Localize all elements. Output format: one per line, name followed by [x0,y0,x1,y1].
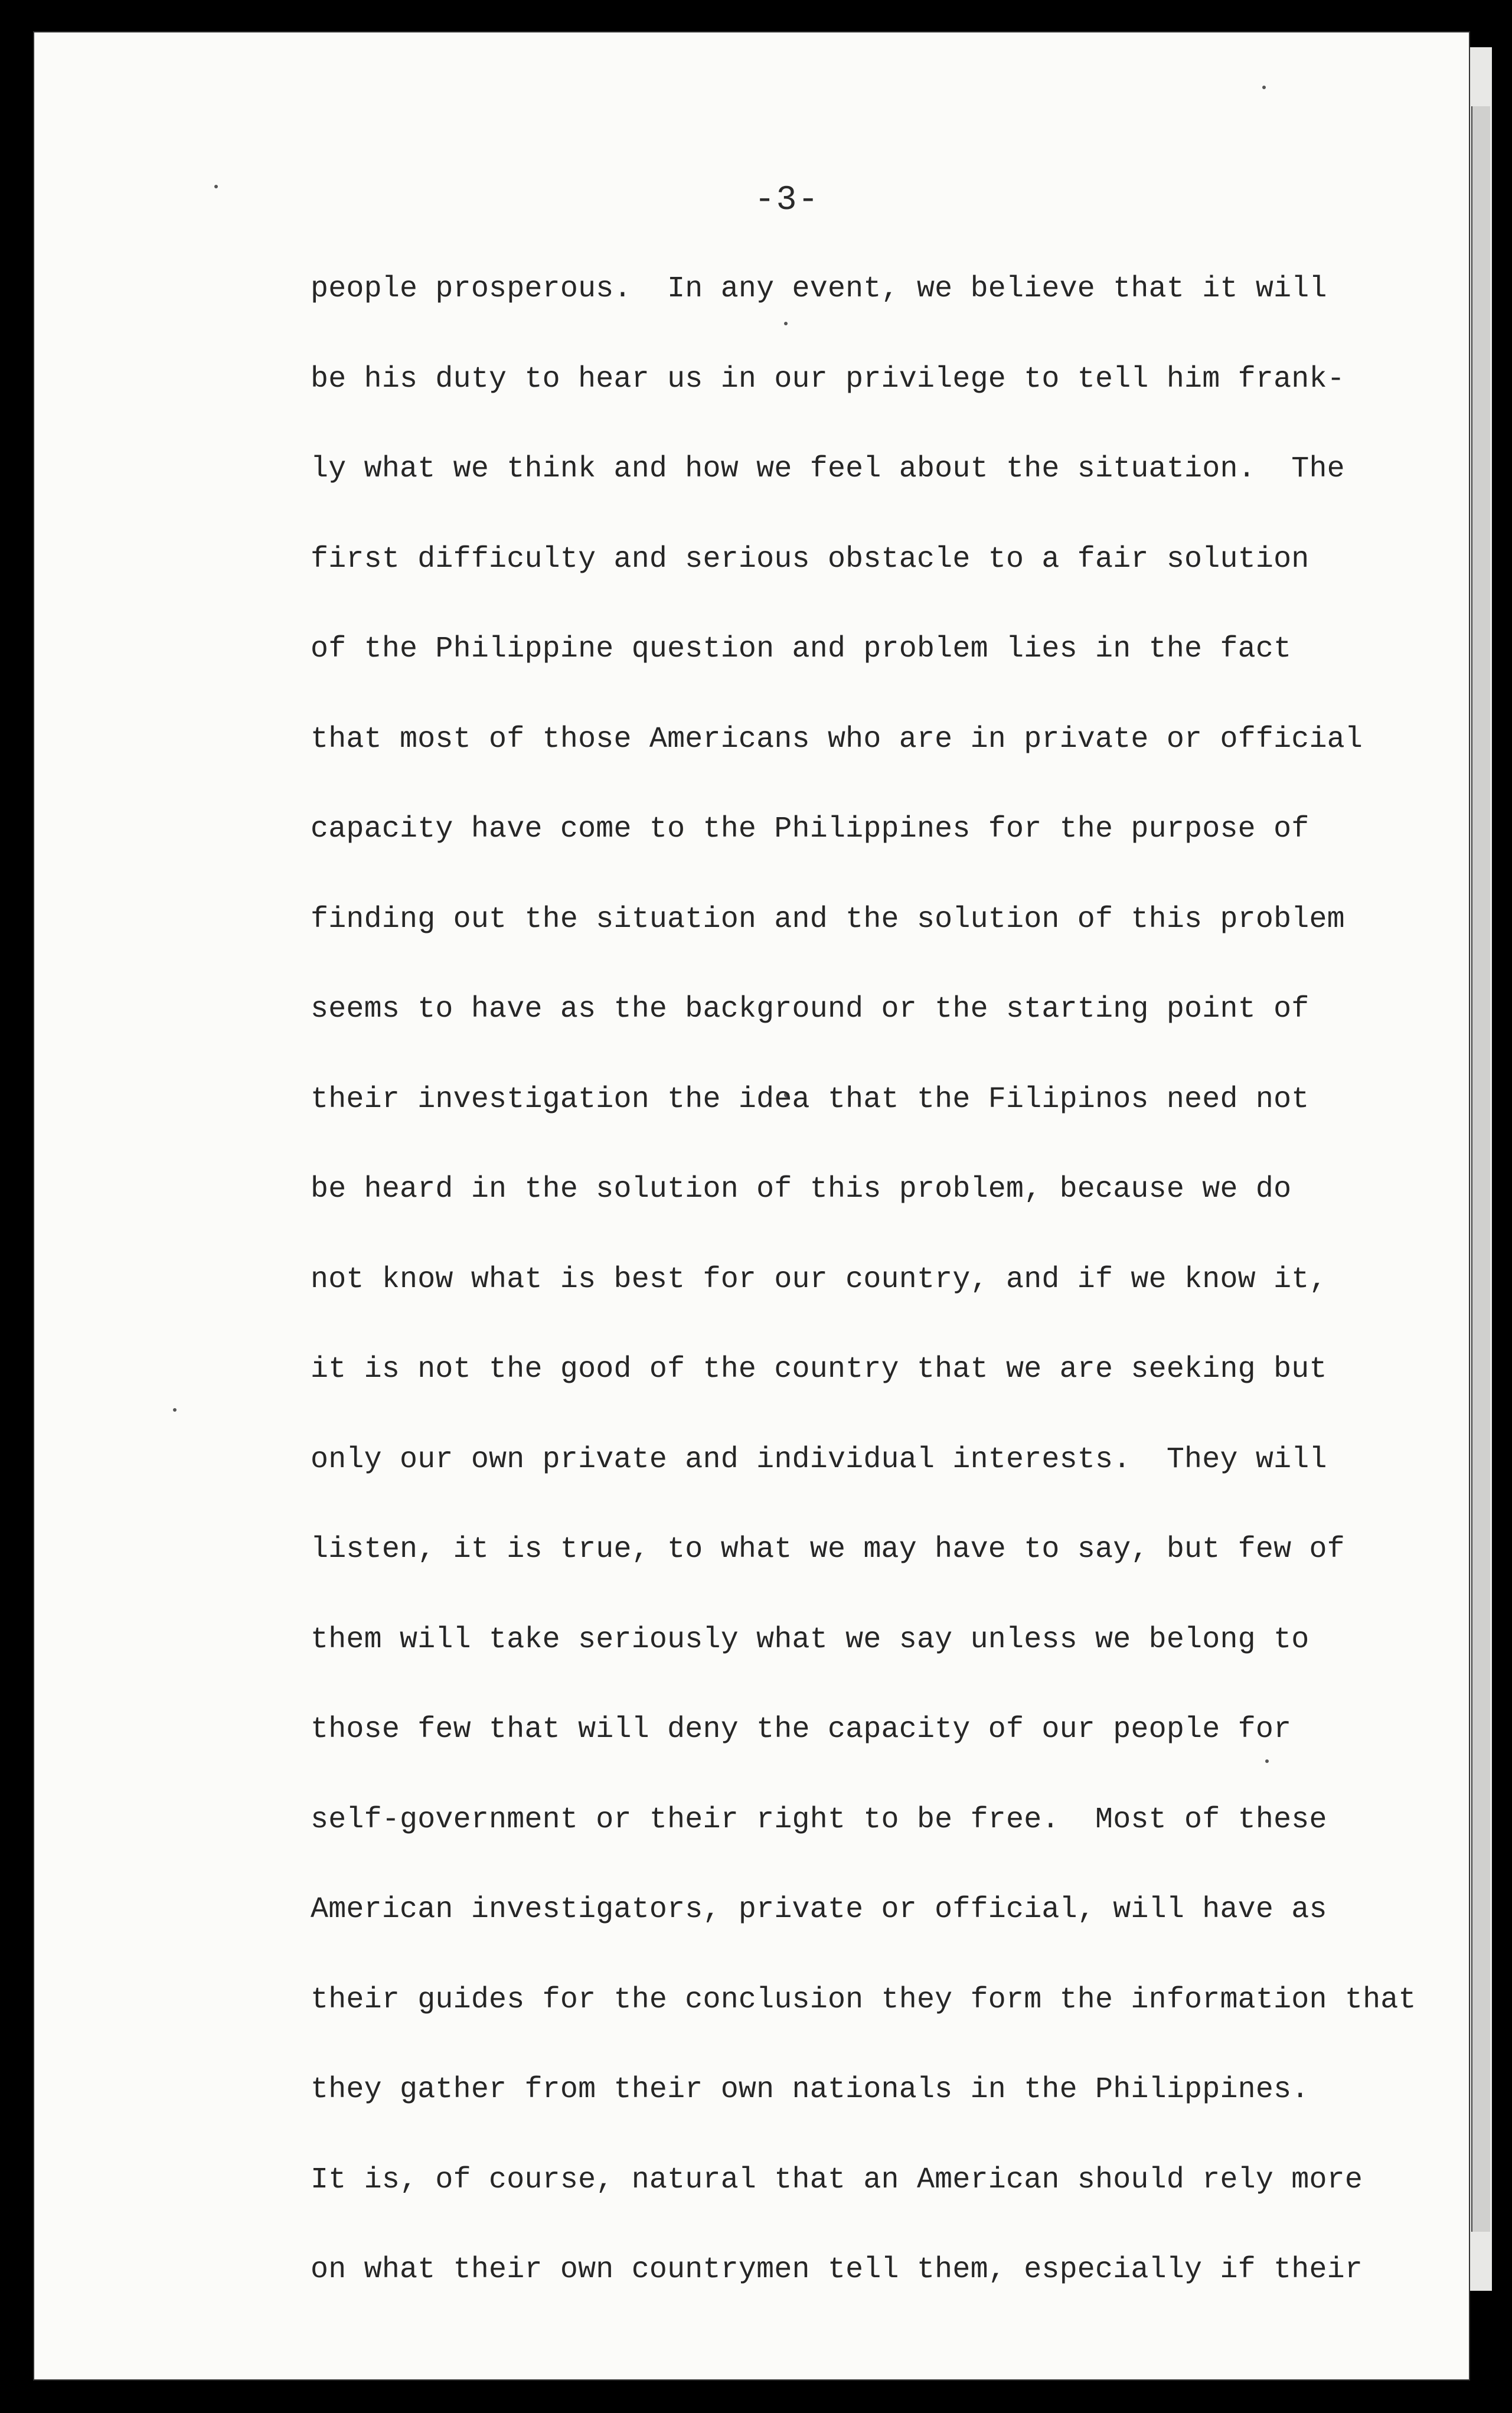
text-line: not know what is best for our country, and if we know it, [311,1262,1327,1297]
underlying-page-edge-2 [1471,106,1490,2232]
page-number: -3- [754,181,820,220]
text-line: them will take seriously what we say unless we belong to [311,1622,1309,1657]
text-line: seems to have as the background or the starting point of [311,992,1309,1026]
text-line: only our own private and individual interests. They will [311,1442,1327,1477]
text-line: It is, of course, natural that an American should rely more [311,2163,1363,2197]
ink-speck [214,185,218,188]
text-line: people prosperous. In any event, we believe that it will [311,272,1327,306]
text-line: capacity have come to the Philippines for the purpose of [311,812,1309,846]
text-line: those few that will deny the capacity of our people for [311,1713,1292,1746]
ink-speck [1262,86,1266,89]
body-text [311,260,1462,2331]
text-line: listen, it is true, to what we may have to say, but few of [311,1533,1345,1566]
typewritten-page [34,32,1469,2379]
text-line: their investigation the idea that the Filipinos need not [311,1082,1309,1116]
text-line: be heard in the solution of this problem, because we do [311,1173,1292,1206]
text-line: of the Philippine question and problem lies in the fact [311,632,1292,666]
text-line: their guides for the conclusion they form the information that [311,1983,1416,2017]
text-line: finding out the situation and the solution of this problem [311,902,1345,936]
text-line: they gather from their own nationals in the Philippines. [311,2073,1309,2107]
text-line: American investigators, private or official, will have as [311,1893,1327,1927]
text-line: first difficulty and serious obstacle to a fair solution [311,542,1309,576]
text-line: be his duty to hear us in our privilege to tell him frank- [311,362,1345,396]
text-line: it is not the good of the country that we are seeking but [311,1353,1327,1386]
ink-speck [173,1408,177,1412]
text-line: ly what we think and how we feel about the situation. The [311,452,1345,486]
text-line: self-government or their right to be free. Most of these [311,1803,1327,1837]
text-line: on what their own countrymen tell them, especially if their [311,2253,1363,2287]
text-line: that most of those Americans who are in private or official [311,722,1363,756]
